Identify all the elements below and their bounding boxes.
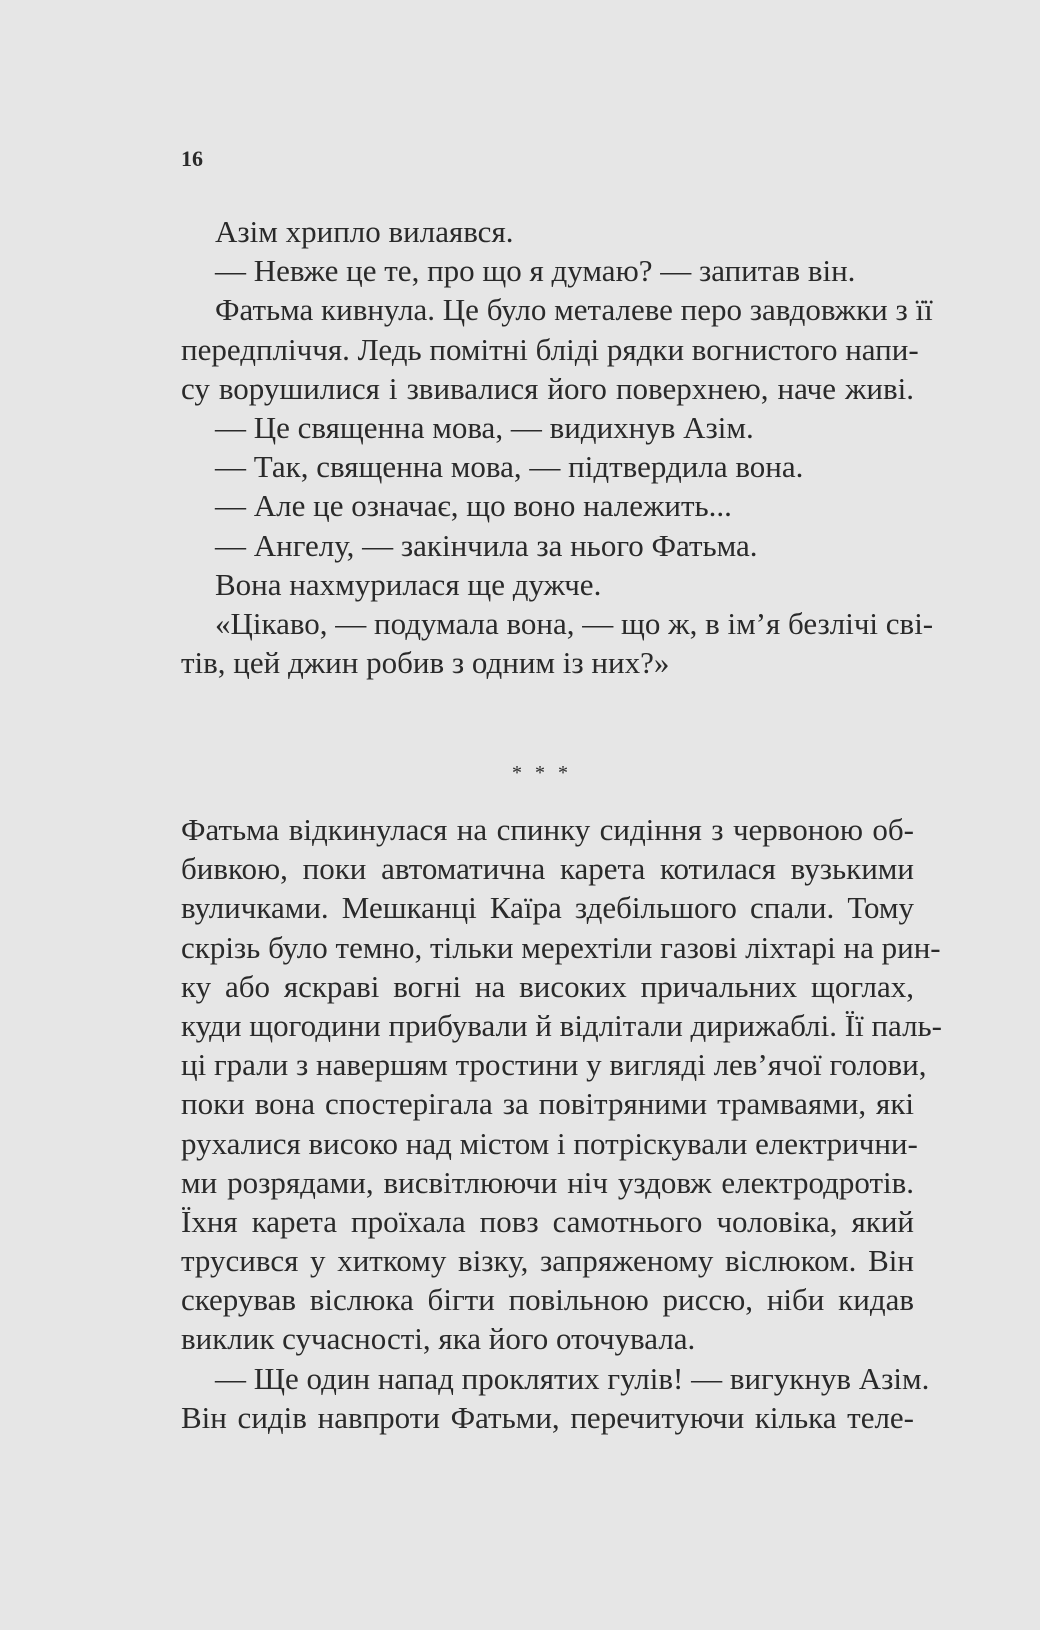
text-line: куди щогодини прибували й відлітали дирижаблі. Її паль-: [181, 1007, 942, 1043]
text-line: Фатьма відкинулася на спинку сидіння з червоною об-: [181, 812, 914, 847]
text-line: скрізь було темно, тільки мерехтіли газові ліхтарі на рин-: [181, 929, 941, 965]
text-line: су ворушилися і звивалися його поверхнею, наче живі.: [181, 370, 914, 406]
text-line: — Це священна мова, — видихнув Азім.: [215, 409, 754, 445]
text-line: — Ангелу, — закінчила за нього Фатьма.: [215, 527, 758, 563]
text-line: Він сидів навпроти Фатьми, перечитуючи кілька теле-: [181, 1399, 914, 1435]
text-line: передпліччя. Ледь помітні бліді рядки вогнистого напи-: [181, 331, 919, 367]
text-line: — Ще один напад проклятих гулів! — вигукнув Азім.: [215, 1360, 930, 1396]
text-section-2: [181, 810, 942, 1437]
page-number: 16: [181, 146, 203, 171]
text-line: поки вона спостерігала за повітряними трамваями, які: [181, 1086, 914, 1122]
text-section-1: [181, 212, 934, 682]
text-line: вуличками. Мешканці Каїра здебільшого спали. Тому: [181, 890, 914, 926]
text-line: рухалися високо над містом і потріскували електрични-: [181, 1125, 918, 1161]
text-line: — Так, священна мова, — підтвердила вона.: [215, 449, 804, 485]
text-line: Вона нахмурилася ще дужче.: [215, 566, 602, 602]
text-line: Азім хрипло вилаявся.: [215, 214, 514, 249]
text-line: ку або яскраві вогні на високих причальних щоглах,: [181, 968, 914, 1004]
text-line: — Невже це те, про що я думаю? — запитав він.: [215, 253, 856, 289]
text-line: трусився у хиткому візку, запряженому віслюком. Він: [181, 1243, 914, 1279]
text-line: — Але це означає, що воно належить...: [215, 488, 732, 524]
text-line: ми розрядами, висвітлюючи ніч уздовж електродротів.: [181, 1164, 914, 1200]
text-line: Їхня карета проїхала повз самотнього чоловіка, який: [181, 1203, 914, 1239]
text-line: Фатьма кивнула. Це було металеве перо завдовжки з її: [215, 292, 933, 328]
section-separator: * * *: [512, 762, 572, 784]
text-line: скерував віслюка бігти повільною риссю, ніби кидав: [181, 1282, 914, 1318]
text-line: ці грали з навершям тростини у вигляді лев’ячої голови,: [181, 1047, 927, 1083]
text-line: виклик сучасності, яка його оточувала.: [181, 1321, 696, 1357]
text-line: «Цікаво, — подумала вона, — що ж, в ім’я безлічі сві-: [215, 605, 934, 641]
text-line: бивкою, поки автоматична карета котилася вузькими: [181, 851, 914, 887]
text-line: тів, цей джин робив з одним із них?»: [181, 645, 670, 681]
